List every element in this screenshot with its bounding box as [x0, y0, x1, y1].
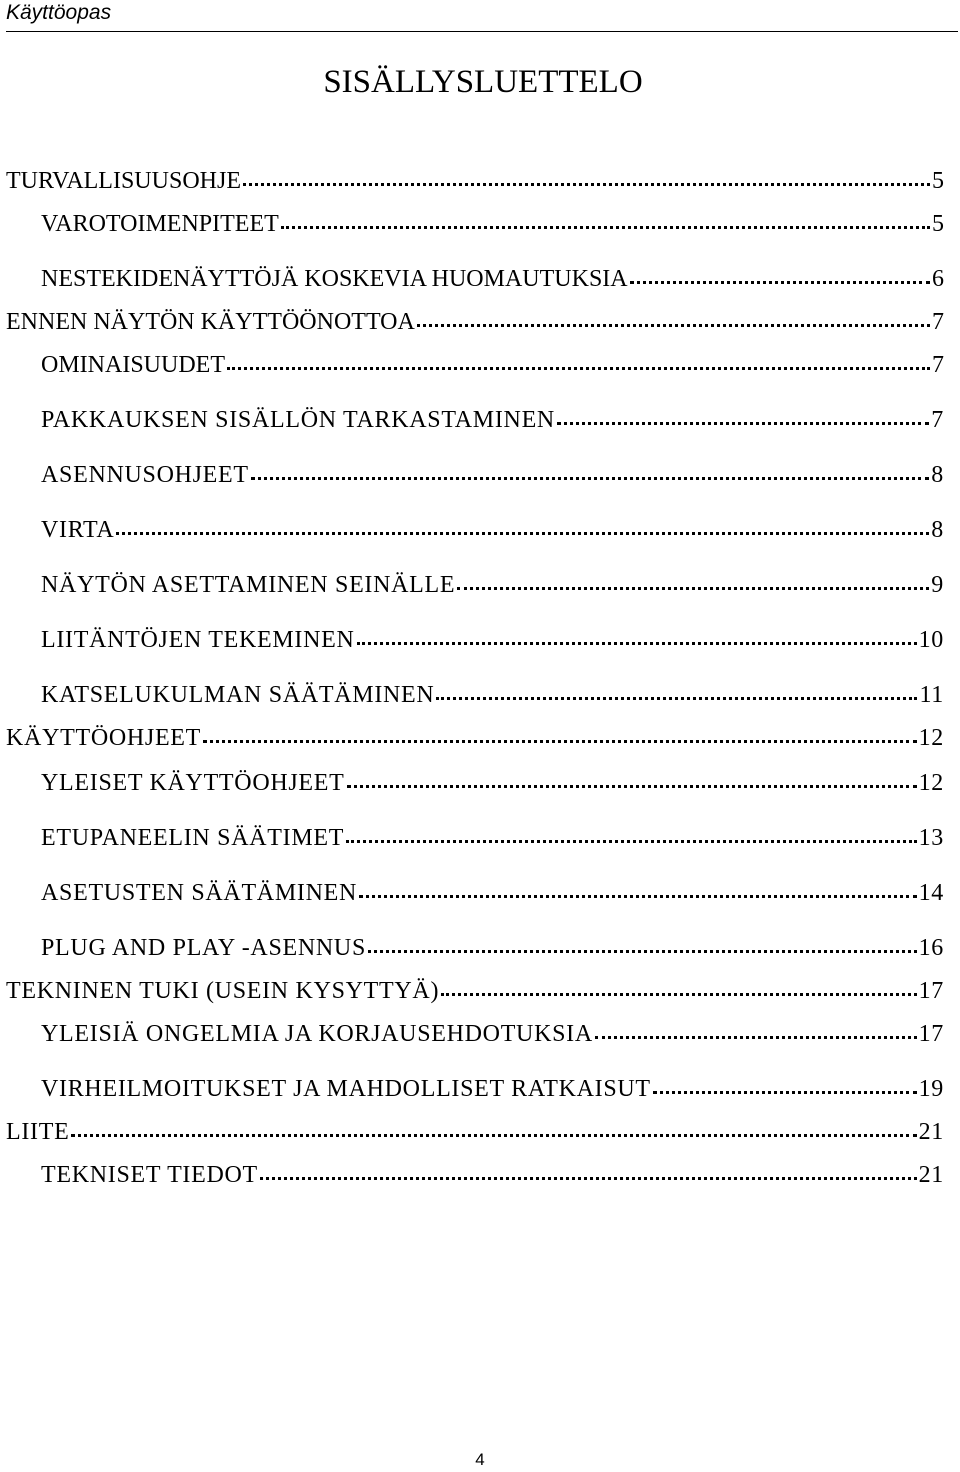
- toc-entry-label: VIRHEILMOITUKSET JA MAHDOLLISET RATKAISUT: [41, 1076, 651, 1102]
- toc-entry-page: 5: [932, 168, 944, 194]
- toc-entry-page: 17: [918, 1021, 944, 1047]
- toc-entry-label: PLUG AND PLAY -ASENNUS: [41, 935, 366, 961]
- toc-entry-label: ASETUSTEN SÄÄTÄMINEN: [41, 880, 357, 906]
- toc-dot-leader: [436, 697, 917, 700]
- toc-entry[interactable]: [41, 933, 944, 963]
- toc-entry[interactable]: [41, 1160, 944, 1190]
- toc-entry[interactable]: [6, 307, 944, 337]
- toc-entry-page: 17: [918, 978, 944, 1004]
- toc-entry-label: KATSELUKULMAN SÄÄTÄMINEN: [41, 682, 435, 708]
- toc-dot-leader: [346, 840, 917, 843]
- toc-dot-leader: [557, 422, 929, 425]
- toc-dot-leader: [457, 587, 929, 590]
- toc-entry-page: 7: [932, 309, 944, 335]
- toc-dot-leader: [417, 324, 930, 327]
- toc-entry[interactable]: [41, 460, 944, 490]
- toc-dot-leader: [260, 1177, 917, 1180]
- toc-entry-page: 21: [918, 1162, 944, 1188]
- toc-entry-label: TEKNINEN TUKI (USEIN KYSYTTYÄ): [6, 978, 440, 1004]
- page-number: 4: [475, 1450, 485, 1469]
- toc-entry-label: TURVALLISUUSOHJE: [6, 168, 241, 194]
- toc-entry[interactable]: [41, 209, 944, 239]
- toc-entry[interactable]: [41, 823, 944, 853]
- toc-entry-page: 6: [932, 266, 944, 292]
- toc-entry[interactable]: [6, 166, 944, 196]
- toc-entry[interactable]: [41, 1074, 944, 1104]
- toc-entry-page: 8: [931, 462, 944, 488]
- toc-dot-leader: [243, 183, 930, 186]
- toc-dot-leader: [653, 1091, 917, 1094]
- toc-entry[interactable]: [41, 625, 944, 655]
- toc-entry-page: 11: [919, 682, 944, 708]
- toc-dot-leader: [227, 367, 930, 370]
- running-header: Käyttöopas: [6, 1, 112, 24]
- toc-entry-label: ASENNUSOHJEET: [41, 462, 249, 488]
- toc-entry[interactable]: [6, 723, 944, 753]
- toc-entry-label: NESTEKIDENÄYTTÖJÄ KOSKEVIA HUOMAUTUKSIA: [41, 266, 628, 292]
- toc-dot-leader: [630, 281, 930, 284]
- toc-entry-label: LIITE: [6, 1119, 70, 1145]
- toc-entry[interactable]: [6, 1117, 944, 1147]
- toc-entry-page: 5: [932, 211, 944, 237]
- toc-dot-leader: [251, 477, 930, 480]
- toc-entry-page: 12: [918, 770, 944, 796]
- toc-entry-label: LIITÄNTÖJEN TEKEMINEN: [41, 627, 355, 653]
- toc-entry[interactable]: [6, 976, 944, 1006]
- toc-entry-label: YLEISIÄ ONGELMIA JA KORJAUSEHDOTUKSIA: [41, 1021, 593, 1047]
- toc-entry-page: 21: [918, 1119, 944, 1145]
- toc-entry[interactable]: [41, 515, 944, 545]
- toc-entry-label: YLEISET KÄYTTÖOHJEET: [41, 770, 345, 796]
- toc-entry[interactable]: [41, 680, 944, 710]
- toc-entry-label: VIRTA: [41, 517, 115, 543]
- toc-entry[interactable]: [41, 570, 944, 600]
- toc-entry-label: ETUPANEELIN SÄÄTIMET: [41, 825, 345, 851]
- toc-dot-leader: [71, 1134, 916, 1137]
- toc-entry-page: 16: [918, 935, 944, 961]
- toc-dot-leader: [441, 993, 916, 996]
- toc-dot-leader: [595, 1036, 917, 1039]
- toc-entry-page: 13: [918, 825, 944, 851]
- toc-entry[interactable]: [41, 878, 944, 908]
- toc-entry-page: 8: [931, 517, 944, 543]
- toc-dot-leader: [359, 895, 917, 898]
- toc-entry-label: KÄYTTÖOHJEET: [6, 725, 202, 751]
- toc-entry-label: NÄYTÖN ASETTAMINEN SEINÄLLE: [41, 572, 456, 598]
- toc-dot-leader: [347, 785, 917, 788]
- toc-entry-page: 19: [918, 1076, 944, 1102]
- page-title-text: SISÄLLYSLUETTELO: [323, 64, 643, 100]
- toc-entry[interactable]: [41, 264, 944, 294]
- toc-entry-page: 12: [918, 725, 944, 751]
- toc-entry-label: OMINAISUUDET: [41, 352, 225, 378]
- toc-entry-page: 14: [918, 880, 944, 906]
- toc-entry-label: ENNEN NÄYTÖN KÄYTTÖÖNOTTOA: [6, 309, 415, 335]
- toc-entry-label: VAROTOIMENPITEET: [41, 211, 279, 237]
- toc-entry-page: 7: [932, 352, 944, 378]
- toc-entry[interactable]: [41, 768, 944, 798]
- toc-dot-leader: [357, 642, 917, 645]
- toc-dot-leader: [368, 950, 917, 953]
- toc-dot-leader: [203, 740, 917, 743]
- toc-entry[interactable]: [41, 350, 944, 380]
- toc-entry[interactable]: [41, 405, 944, 435]
- toc-entry-label: PAKKAUKSEN SISÄLLÖN TARKASTAMINEN: [41, 407, 555, 433]
- toc-dot-leader: [116, 532, 929, 535]
- toc-entry-page: 9: [931, 572, 944, 598]
- toc-dot-leader: [281, 226, 930, 229]
- page-title: [0, 62, 960, 102]
- toc-entry-page: 10: [918, 627, 944, 653]
- toc-entry[interactable]: [41, 1019, 944, 1049]
- header-divider: [6, 31, 958, 32]
- toc-entry-page: 7: [931, 407, 944, 433]
- toc-entry-label: TEKNISET TIEDOT: [41, 1162, 258, 1188]
